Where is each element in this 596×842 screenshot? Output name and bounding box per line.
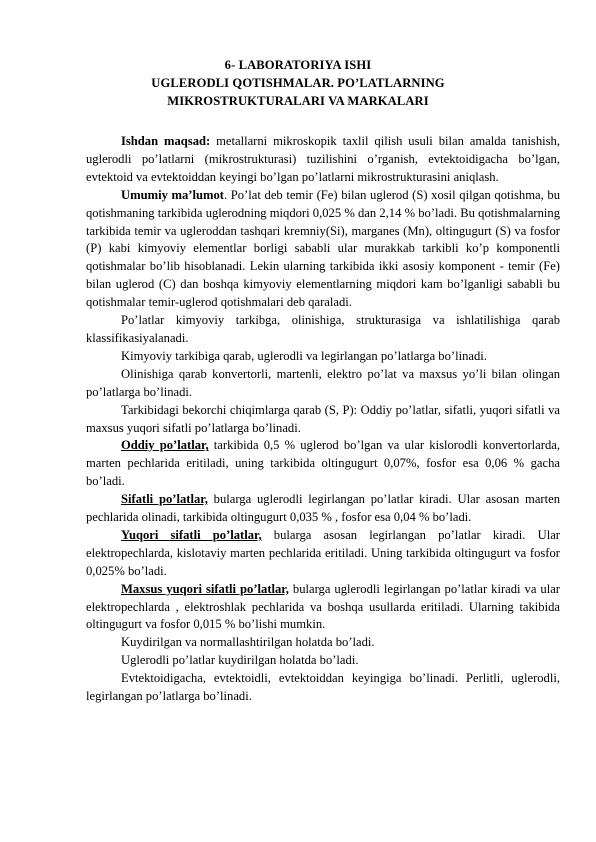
production-paragraph: Olinishiga qarab konvertorli, martenli, elektro po’lat va maxsus yo’li bilan olingan po’latlarga bo’linadi. [86,366,560,399]
quality-steel-text: bularga uglerodli legirlangan po’latlar kiradi. Ular asosan marten pechlarida olinadi, tarkibida oltingugurt 0,035 % , fosfor esa 0,04 % bo’ladi. [86,492,561,525]
lab-number-heading: 6- LABORATORIYA ISHI [224,58,372,72]
high-quality-steel-paragraph [86,527,560,581]
aim-label: Ishdan maqsad: [121,134,211,148]
classification-paragraph: Po’latlar kimyoviy tarkibga, olinishiga, strukturasiga va ishlatilishiga qarab klassifikasiyalanadi. [86,313,560,345]
chemical-paragraph: Kimyoviy tarkibiga qarab, uglerodli va legirlangan po’latlarga bo’linadi. [121,348,487,363]
structure-paragraph: Evtektoidigacha, evtektoidli, evtektoiddan keyingiga bo’linadi. Perlitli, uglerodli, legirlangan po’latlarga bo’linadi. [86,671,560,704]
document-body [86,133,560,706]
quality-steel-paragraph [86,491,560,527]
impurities-paragraph: Tarkibidagi bekorchi chiqimlarga qarab (S, P): Oddiy po’latlar, sifatli, yuqori sifatli va maxsus yuqori sifatli po’latlarga bo’linadi. [86,402,560,435]
ordinary-steel-text: tarkibida 0,5 % uglerod bo’lgan va ular kislorodli konvertorlarda, marten pechlarida eritiladi, uning tarkibida oltingugurt 0,07%, fosfor esa 0,06 % gacha bo’ladi. [86,438,560,489]
general-info-paragraph [86,187,560,312]
states-paragraph: Kuydirilgan va normallashtirilgan holatda bo’ladi. [121,635,375,650]
ordinary-steel-label: Oddiy po’latlar, [121,438,209,453]
special-steel-text: bularga uglerodli legirlangan po’latlar kiradi va ular elektropechlarda , elektroshlak pechlarida va boshqa usullarda eritiladi. Ularning takibida oltingugurt va fosfor 0,015 % bo’lishi mumkin. [86,581,560,632]
general-info-text: . Po’lat deb temir (Fe) bilan uglerod (S) xosil qilgan qotishma, bu qotishmaning tarkibida uglerodning miqdori 0,025 % dan 2,14 % bo’ladi. Bu qotishmalarning tarkibida temir va ugleroddan tashqari kremniy(Si), marganes (Mn), oltingugurt (S) va fosfor (P) kabi kimyoviy elementlar borligi sababli ular murakkab tarkibli ko’p komponentli qotishmalar bo’lib hisoblanadi. Lekin ularning tarkibida ikki asosiy komponent - temir (Fe) bilan uglerod (C) dan boshqa kimyoviy elementlarning miqdori kam bo’lganligi sababli bu qotishmalar temir-uglerod qotishmalari deb qaraladi. [86,187,560,310]
aim-paragraph [86,133,560,187]
title-line-2: UGLERODLI QOTISHMALAR. PO’LATLARNING [151,76,445,90]
title-line-3: MIKROSTRUKTURALARI VA MARKALARI [167,94,429,108]
general-info-label: Umumiy ma’lumot [121,187,224,202]
ordinary-steel-paragraph [86,437,560,491]
annealed-paragraph: Uglerodli po’latlar kuydirilgan holatda bo’ladi. [121,653,359,668]
quality-steel-label: Sifatli po’latlar, [121,492,208,507]
high-quality-steel-text: bularga asosan legirlangan po’latlar kiradi. Ular elektropechlarda, kislotaviy marten pechlarida eritiladi. Uning tarkibida oltingugurt va fosfor 0,025% bo’ladi. [86,527,560,578]
high-quality-steel-label: Yuqori sifatli po’latlar, [121,527,262,542]
special-steel-paragraph [86,581,560,635]
special-steel-label: Maxsus yuqori sifatli po’latlar, [121,581,289,596]
aim-text: metallarni mikroskopik taxlil qilish usuli bilan amalda tanishish, uglerodli po’latlarni (mikrostrukturasi) tuzilishini o’rganish, evtektoidigacha bo’lgan, evtektoid va evtektoiddan keyingi bo’lgan po’latlarni mikrostrukturasini aniqlash. [86,134,560,184]
